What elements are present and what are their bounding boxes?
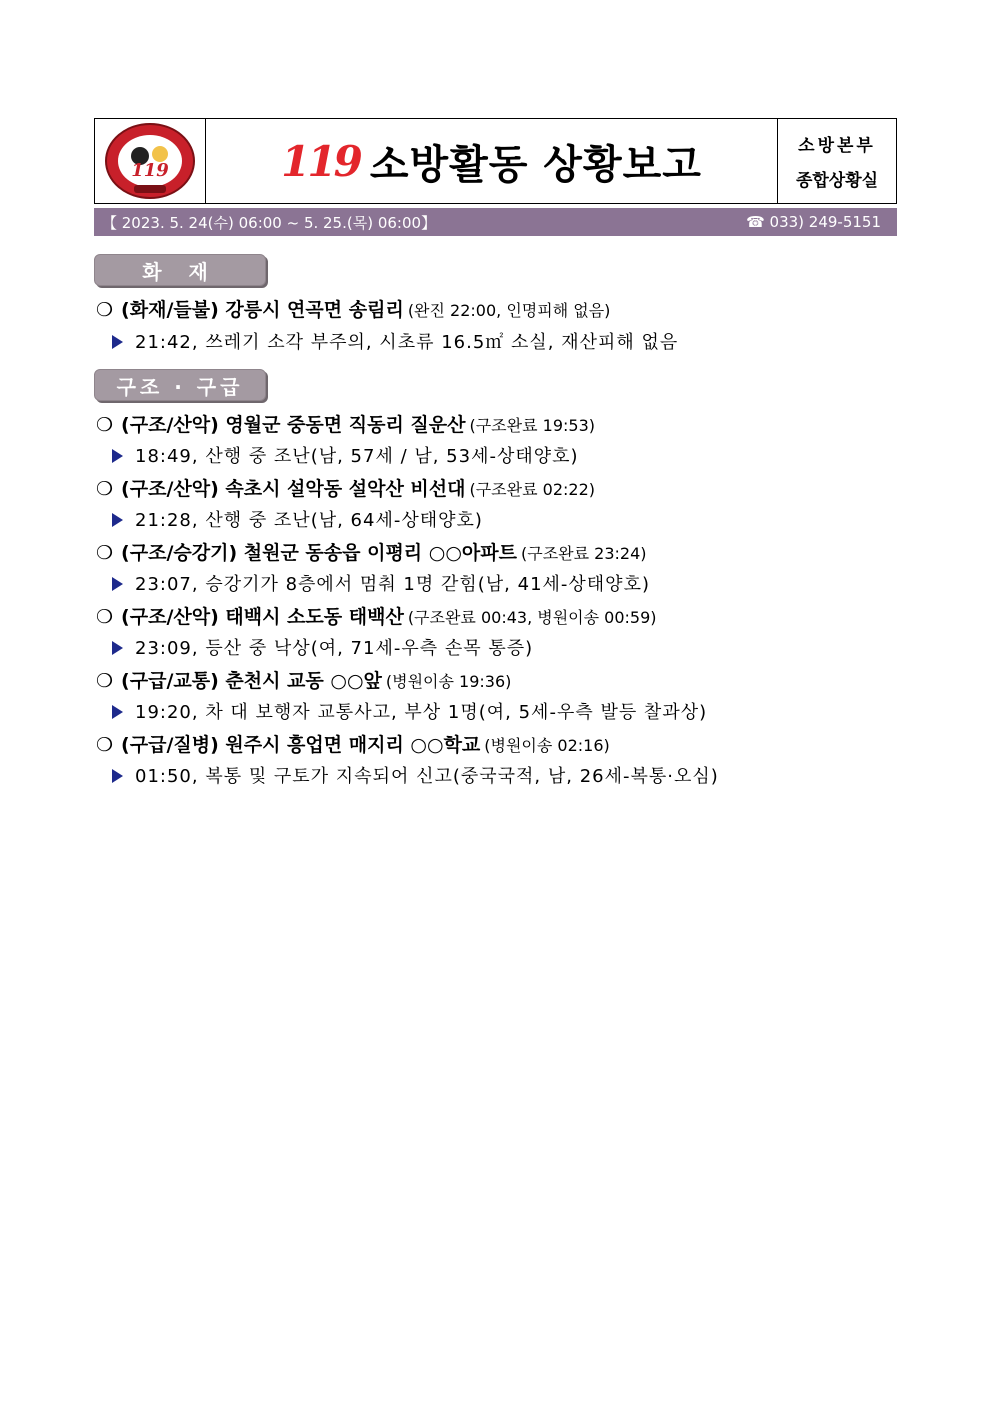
logo-cell bbox=[95, 119, 206, 203]
circle-bullet-icon: ❍ bbox=[96, 542, 114, 564]
item-status: (병원이송 02:16) bbox=[484, 736, 610, 755]
section-label-fire: 화 재 bbox=[94, 254, 266, 286]
report-header bbox=[94, 118, 897, 204]
fire-item-1-detail bbox=[112, 328, 678, 354]
item-status: (구조완료 02:22) bbox=[469, 480, 595, 499]
title-119-mark: 119 bbox=[281, 136, 360, 186]
item-status: (구조완료 00:43, 병원이송 00:59) bbox=[407, 608, 657, 627]
item-detail-text: 18:49, 산행 중 조난(남, 57세 / 남, 53세-상태양호) bbox=[135, 446, 579, 467]
org-name: 소방본부 bbox=[798, 136, 876, 156]
title-cell bbox=[206, 119, 777, 203]
circle-bullet-icon: ❍ bbox=[96, 414, 114, 436]
item-status: (구조완료 23:24) bbox=[521, 544, 647, 563]
triangle-bullet-icon bbox=[112, 641, 123, 655]
item-title: (화재/들불) 강릉시 연곡면 송림리 bbox=[121, 299, 404, 321]
item-title: (구조/산악) 태백시 소도동 태백산 bbox=[121, 606, 404, 628]
rescue-item-3-detail bbox=[112, 570, 650, 596]
rescue-item-4-detail bbox=[112, 634, 533, 660]
item-status: (구조완료 19:53) bbox=[469, 416, 595, 435]
triangle-bullet-icon bbox=[112, 769, 123, 783]
rescue-item-5-headline bbox=[96, 666, 511, 693]
rescue-item-2-detail bbox=[112, 506, 483, 532]
org-department: 종합상황실 bbox=[795, 171, 879, 191]
triangle-bullet-icon bbox=[112, 449, 123, 463]
contact-phone: ☎ 033) 249-5151 bbox=[746, 213, 881, 231]
item-detail-text: 01:50, 복통 및 구토가 지속되어 신고(중국국적, 남, 26세-복통·오심) bbox=[135, 766, 719, 787]
rescue-item-5-detail bbox=[112, 698, 707, 724]
page-title: 소방활동 상황보고 bbox=[369, 141, 702, 188]
item-title: (구급/교통) 춘천시 교동 ○○앞 bbox=[121, 670, 382, 692]
report-period: 【 2023. 5. 24(수) 06:00 ~ 5. 25.(목) 06:00】 bbox=[102, 213, 437, 232]
rescue-item-2-headline bbox=[96, 474, 595, 501]
circle-bullet-icon: ❍ bbox=[96, 734, 114, 756]
circle-bullet-icon: ❍ bbox=[96, 606, 114, 628]
item-status: (완진 22:00, 인명피해 없음) bbox=[407, 301, 611, 320]
item-title: (구조/승강기) 철원군 동송읍 이평리 ○○아파트 bbox=[121, 542, 517, 564]
circle-bullet-icon: ❍ bbox=[96, 299, 114, 321]
rescue-item-4-headline bbox=[96, 602, 657, 629]
triangle-bullet-icon bbox=[112, 335, 123, 349]
item-detail-text: 23:09, 등산 중 낙상(여, 71세-우측 손목 통증) bbox=[135, 638, 534, 659]
item-detail-text: 21:42, 쓰레기 소각 부주의, 시초류 16.5㎡ 소실, 재산피해 없음 bbox=[135, 332, 679, 353]
triangle-bullet-icon bbox=[112, 705, 123, 719]
section-label-rescue: 구조 · 구급 bbox=[94, 369, 266, 401]
org-cell bbox=[777, 119, 896, 203]
rescue-item-6-detail bbox=[112, 762, 719, 788]
rescue-item-1-detail bbox=[112, 442, 579, 468]
triangle-bullet-icon bbox=[112, 577, 123, 591]
rescue-item-1-headline bbox=[96, 410, 595, 437]
item-detail-text: 19:20, 차 대 보행자 교통사고, 부상 1명(여, 5세-우측 발등 찰과상) bbox=[135, 702, 708, 723]
svg-text:119: 119 bbox=[131, 160, 169, 181]
rescue-item-6-headline bbox=[96, 730, 610, 757]
gangwon-fire-logo-icon bbox=[104, 122, 196, 200]
circle-bullet-icon: ❍ bbox=[96, 478, 114, 500]
item-title: (구급/질병) 원주시 흥업면 매지리 ○○학교 bbox=[121, 734, 481, 756]
item-status: (병원이송 19:36) bbox=[385, 672, 512, 691]
rescue-item-3-headline bbox=[96, 538, 647, 565]
item-title: (구조/산악) 영월군 중동면 직동리 질운산 bbox=[121, 414, 466, 436]
fire-item-1-headline bbox=[96, 295, 610, 322]
triangle-bullet-icon bbox=[112, 513, 123, 527]
date-bar bbox=[94, 208, 897, 236]
item-title: (구조/산악) 속초시 설악동 설악산 비선대 bbox=[121, 478, 466, 500]
item-detail-text: 21:28, 산행 중 조난(남, 64세-상태양호) bbox=[135, 510, 483, 531]
circle-bullet-icon: ❍ bbox=[96, 670, 114, 692]
item-detail-text: 23:07, 승강기가 8층에서 멈춰 1명 갇힘(남, 41세-상태양호) bbox=[135, 574, 650, 595]
